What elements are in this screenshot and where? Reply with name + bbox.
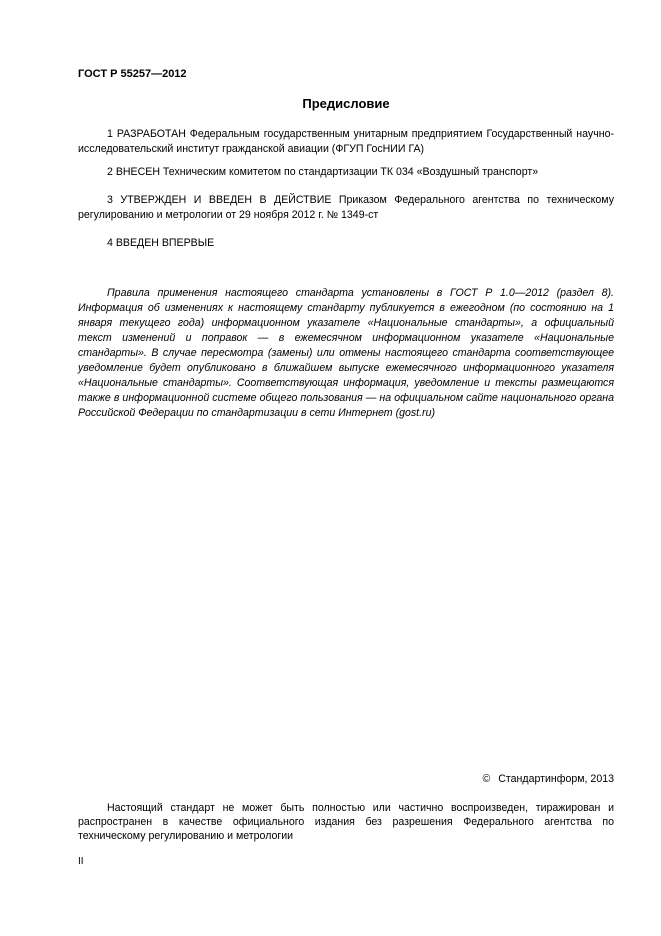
copyright-line — [482, 773, 614, 785]
page-number: II — [78, 856, 84, 867]
copyright-icon: © — [482, 773, 491, 785]
application-rules-note: Правила применения настоящего стандарта установлены в ГОСТ Р 1.0—2012 (раздел 8). Информация об изменениях к настоящему стандарту публикуется в ежегодном (по состоянию на 1 января текущего года) информационном указателе «Национальные стандарты», а официальный текст изменений и поправок — в ежемесячном информационном указателе «Национальные стандарты». В случае пересмотра (замены) или отмены настоящего стандарта соответствующее уведомление будет опубликовано в ближайшем выпуске ежемесячного информационного указателя «Национальные стандарты». Соответствующая информация, уведомление и тексты размещаются также в информационной системе общего пользования — на официальном сайте национального органа Российской Федерации по стандартизации в сети Интернет (gost.ru) — [78, 287, 614, 419]
paragraph-approved: 3 УТВЕРЖДЕН И ВВЕДЕН В ДЕЙСТВИЕ Приказом Федерального агентства по техническому регулированию и метрологии от 29 ноября 2012 г. № 1349-ст — [78, 194, 614, 221]
standard-id-header: ГОСТ Р 55257—2012 — [78, 68, 187, 80]
paragraph-first-introduced: 4 ВВЕДЕН ВПЕРВЫЕ — [107, 237, 215, 249]
paragraph-introduced: 2 ВНЕСЕН Техническим комитетом по стандартизации ТК 034 «Воздушный транспорт» — [107, 166, 539, 178]
paragraph-developed: 1 РАЗРАБОТАН Федеральным государственным унитарным предприятием Государственный научно-исследовательский институт гражданской авиации (ФГУП ГосНИИ ГА) — [78, 128, 614, 155]
copyright-text: Стандартинформ, 2013 — [498, 773, 614, 785]
page-title: Предисловие — [302, 96, 390, 111]
rights-notice: Настоящий стандарт не может быть полностью или частично воспроизведен, тиражирован и распространен в качестве официального издания без разрешения Федерального агентства по техническому регулированию и метрологии — [78, 802, 614, 842]
